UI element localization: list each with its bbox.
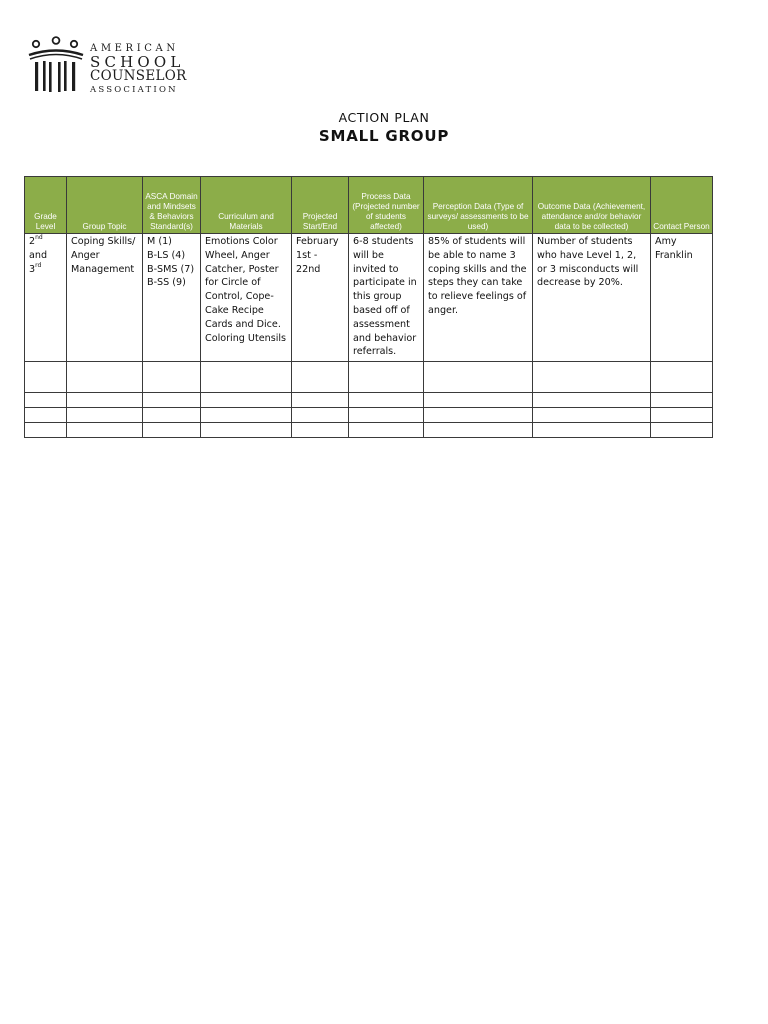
logo-line-school: SCHOOL [90,53,185,71]
asca-logo-mark-icon [26,36,88,96]
table-row-empty [25,408,713,423]
cell-grade-level [25,234,67,362]
grade-second: 2 [29,236,36,247]
cell-group-topic [67,234,143,362]
page-title: ACTION PLAN [338,110,430,125]
topic-line-3: Management [71,263,135,275]
standard-item: B-LS (4) [147,249,186,261]
cell-contact-person: Amy Franklin [651,234,713,362]
standard-item: B-SMS (7) [147,263,195,275]
header-contact-person: Contact Person [651,177,713,234]
cell-projected: February 1st - 22nd [292,234,349,362]
header-curriculum: Curriculum and Materials [201,177,292,234]
grade-third: 3 [29,263,36,275]
action-plan-table [24,176,713,438]
header-grade-level: Grade Level [25,177,67,234]
page-subtitle: SMALL GROUP [318,127,450,145]
topic-line-1: Coping Skills/ [71,236,136,247]
header-outcome-data: Outcome Data (Achievement, attendance and/or behavior data to be collected) [533,177,651,234]
standard-item: B-SS (9) [147,277,186,289]
logo-line-counselor: COUNSELOR [90,68,187,84]
cell-curriculum: Emotions Color Wheel, Anger Catcher, Poster for Circle of Control, Cope-Cake Recipe Cards and Dice. Coloring Utensils [201,234,292,362]
table-row-empty [25,423,713,438]
standard-item: M (1) [147,236,172,247]
cell-asca-standards [143,234,201,362]
table-row-empty [25,362,713,393]
table-row [25,234,713,362]
header-asca-standards: ASCA Domain and Mindsets & Behaviors Standard(s) [143,177,201,234]
asca-logo-text [90,44,187,94]
logo-line-association: ASSOCIATION [90,84,178,95]
header-process-data: Process Data (Projected number of students affected) [349,177,424,234]
cell-perception-data: 85% of students will be able to name 3 coping skills and the steps they can take to relieve feelings of anger. [424,234,533,362]
topic-line-2: Anger [71,249,100,261]
grade-third-suffix: rd [35,261,42,269]
header-perception-data: Perception Data (Type of surveys/ assessments to be used) [424,177,533,234]
table-header-row [25,177,713,234]
header-projected: Projected Start/End [292,177,349,234]
grade-and: and [29,249,48,261]
cell-process-data: 6-8 students will be invited to participate in this group based off of assessment and behavior referrals. [349,234,424,362]
header-group-topic: Group Topic [67,177,143,234]
table-row-empty [25,393,713,408]
asca-logo [26,36,196,96]
cell-outcome-data: Number of students who have Level 1, 2, or 3 misconducts will decrease by 20%. [533,234,651,362]
logo-line-american: AMERICAN [90,43,179,54]
grade-second-suffix: nd [35,234,43,241]
